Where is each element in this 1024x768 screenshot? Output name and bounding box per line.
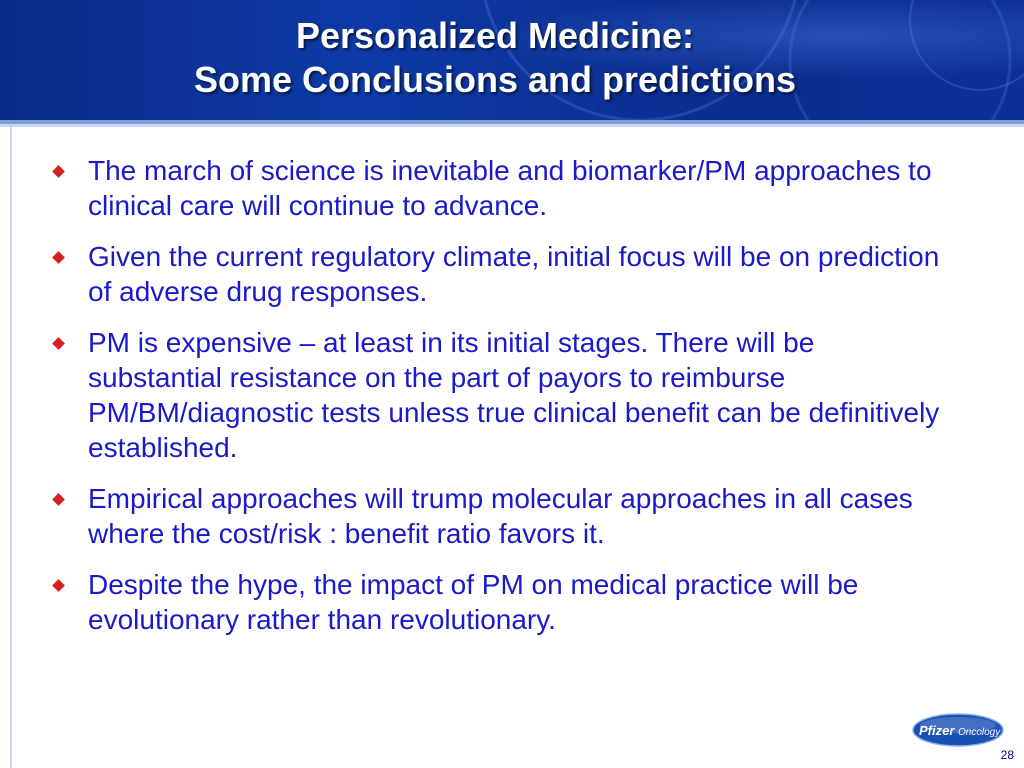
diamond-bullet-icon — [52, 337, 65, 350]
bullet-text: Empirical approaches will trump molecular approaches in all cases where the cost/risk : benefit ratio favors it. — [88, 483, 913, 549]
diamond-bullet-icon — [52, 579, 65, 592]
bullet-text: PM is expensive – at least in its initial stages. There will be substantial resistance on the part of payors to reimburse PM/BM/diagnostic tests unless true clinical benefit can be definitively established. — [88, 327, 940, 463]
bullet-item — [50, 567, 940, 637]
logo-division-text: Oncology — [958, 727, 1001, 738]
diamond-bullet-icon — [52, 165, 65, 178]
bullet-item — [50, 153, 940, 223]
bullet-item — [50, 239, 940, 309]
diamond-bullet-icon — [52, 493, 65, 506]
page-number: 28 — [1000, 748, 1014, 762]
title-banner — [0, 0, 1024, 120]
bullet-text: Despite the hype, the impact of PM on medical practice will be evolutionary rather than revolutionary. — [88, 569, 859, 635]
bullet-text: The march of science is inevitable and biomarker/PM approaches to clinical care will continue to advance. — [88, 155, 932, 221]
bullet-text: Given the current regulatory climate, initial focus will be on prediction of adverse drug responses. — [88, 241, 940, 307]
bullet-list — [50, 153, 940, 653]
left-margin-rule — [10, 127, 12, 768]
pfizer-oncology-logo — [912, 712, 1004, 748]
slide-title — [0, 14, 990, 102]
title-line-1: Personalized Medicine: — [295, 15, 695, 56]
logo-brand-text: Pfizer — [919, 723, 955, 738]
banner-underline-light — [0, 124, 1024, 127]
bullet-item — [50, 481, 940, 551]
diamond-bullet-icon — [52, 251, 65, 264]
title-line-2: Some Conclusions and predictions — [193, 59, 797, 100]
bullet-item — [50, 325, 940, 465]
